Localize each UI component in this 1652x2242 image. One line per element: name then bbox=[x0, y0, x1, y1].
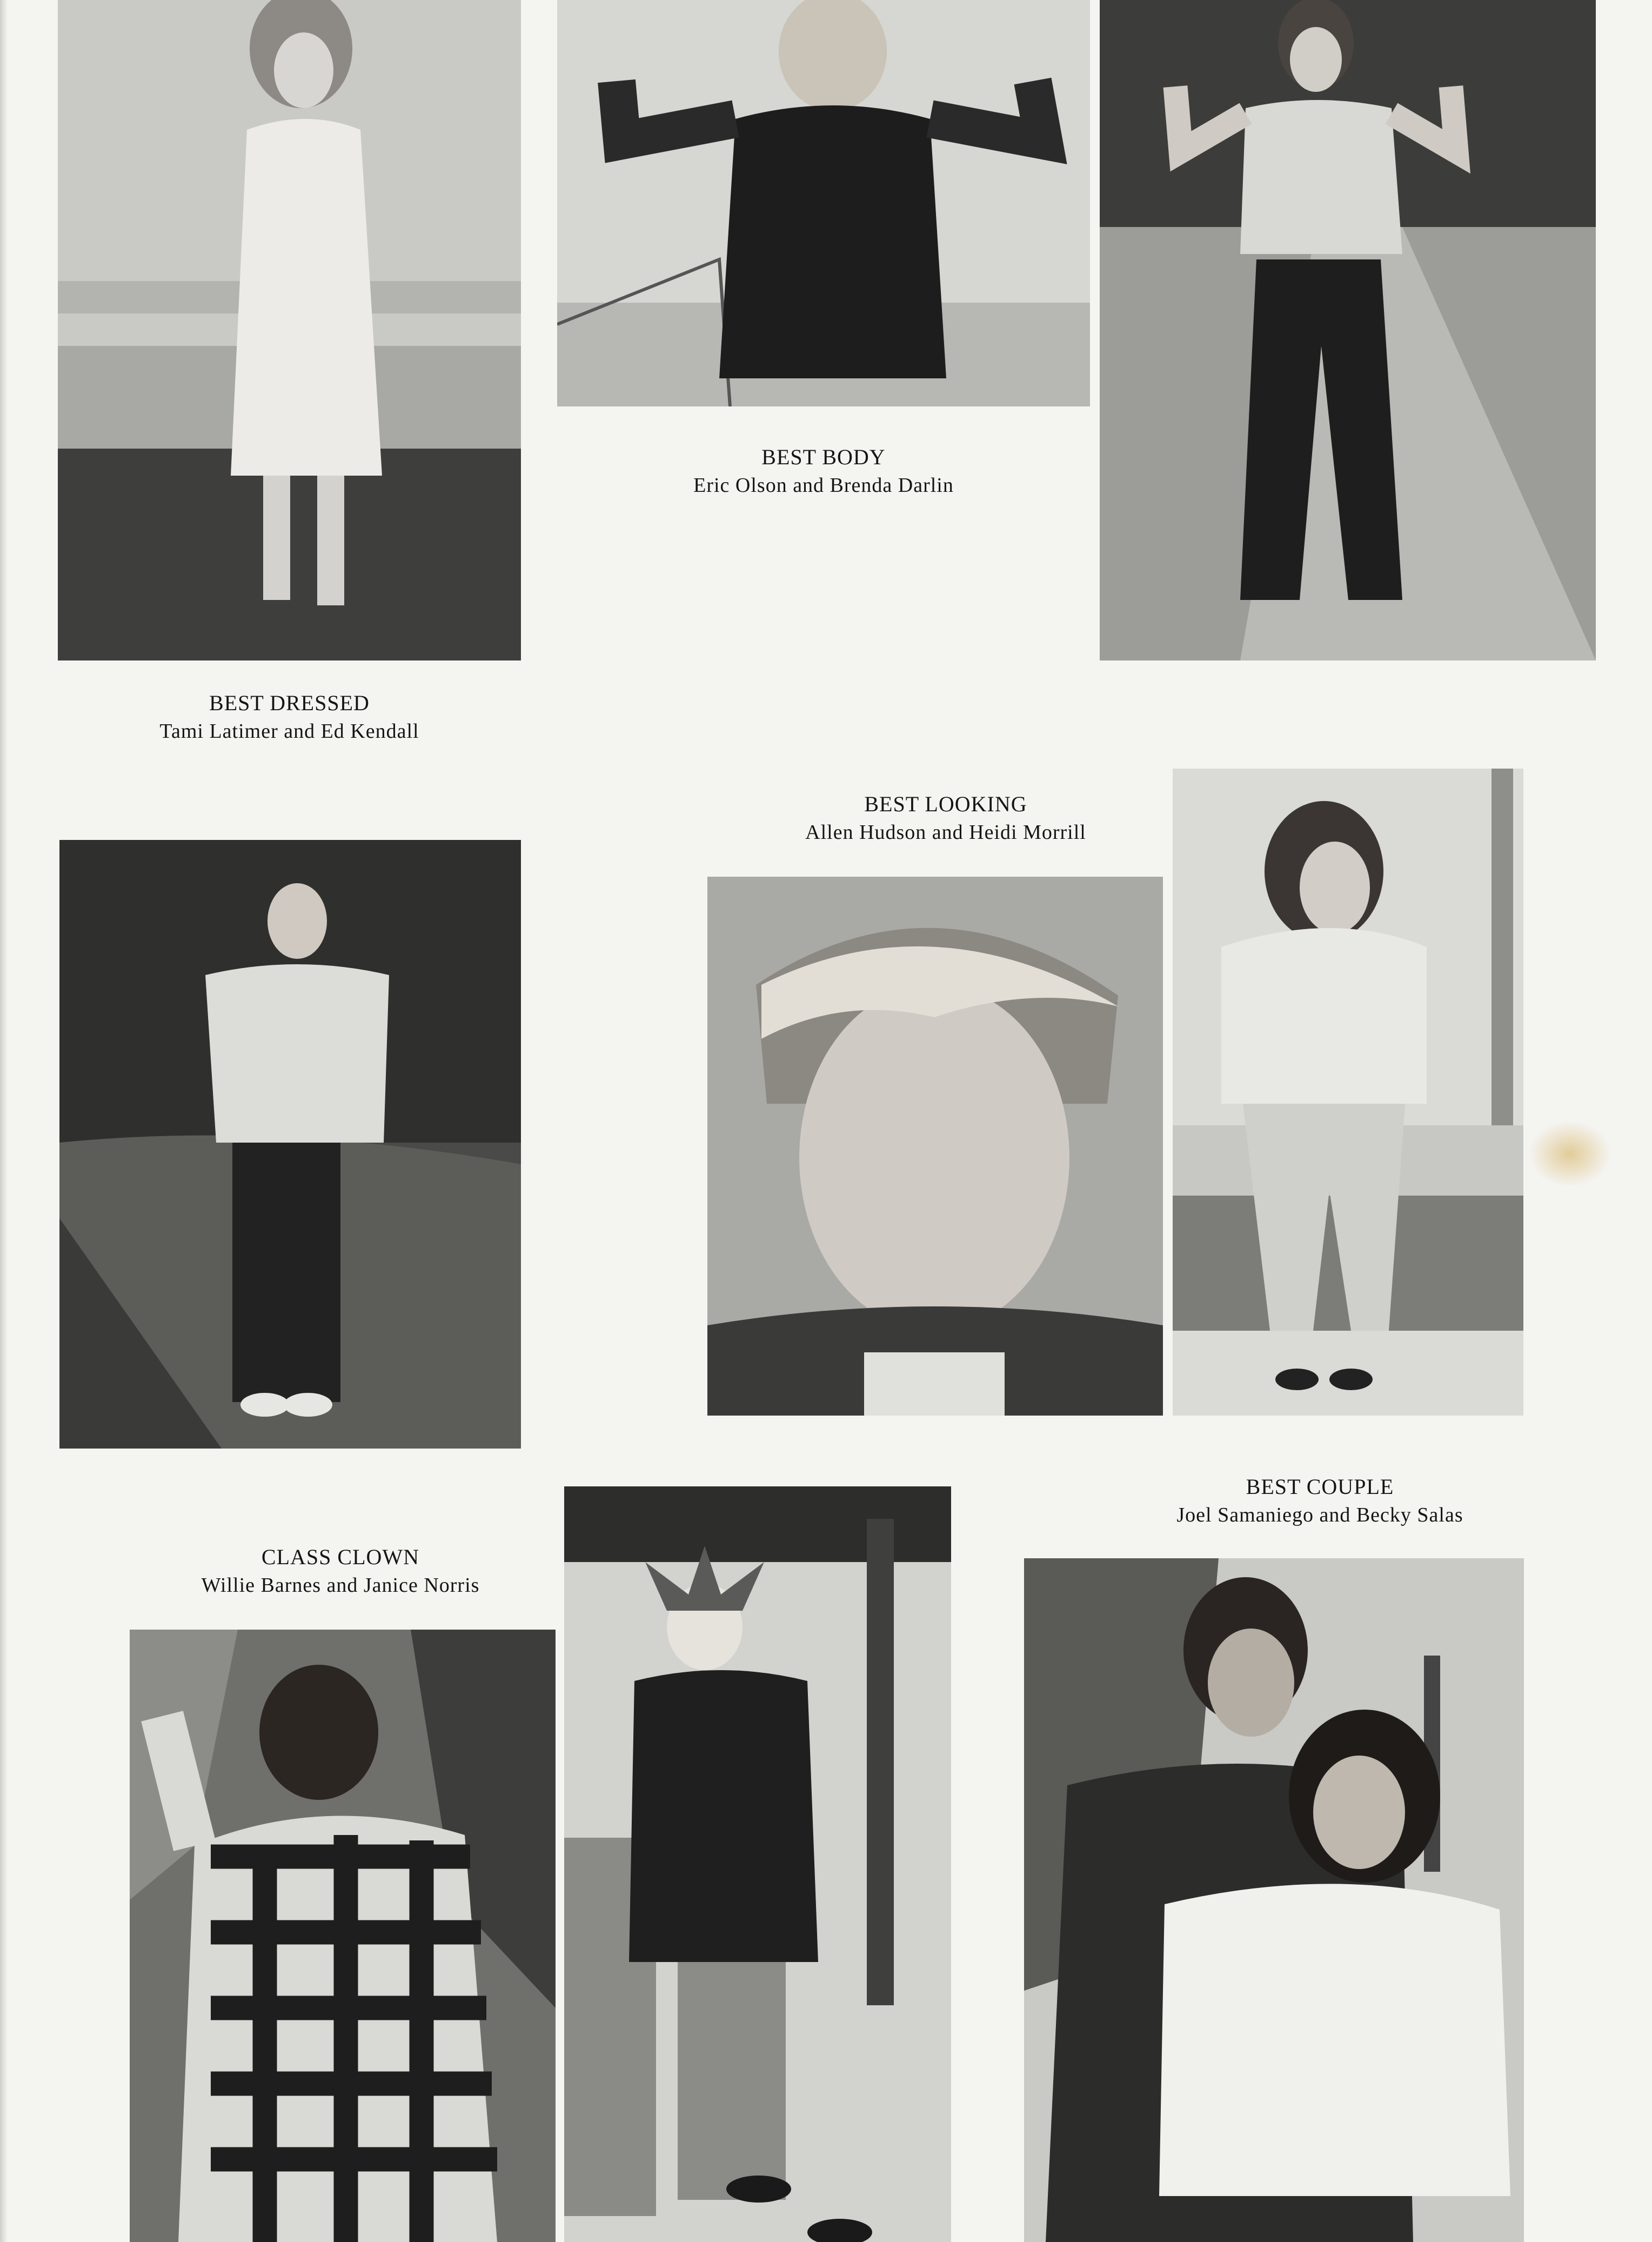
caption-title: CLASS CLOWN bbox=[261, 1545, 420, 1569]
caption-title: BEST COUPLE bbox=[1246, 1474, 1394, 1499]
page-binding-edge bbox=[0, 0, 8, 2242]
caption-best-couple bbox=[1024, 1473, 1616, 1529]
caption-title: BEST DRESSED bbox=[209, 691, 370, 715]
caption-best-body bbox=[557, 443, 1090, 499]
caption-title: BEST BODY bbox=[761, 445, 886, 469]
caption-names: Tami Latimer and Ed Kendall bbox=[159, 720, 419, 743]
caption-names: Joel Samaniego and Becky Salas bbox=[1176, 1504, 1463, 1526]
photo-best-body-girl bbox=[1100, 0, 1596, 660]
paper-stain bbox=[1529, 1122, 1610, 1186]
photo-class-clown-girl bbox=[564, 1486, 951, 2242]
photo-best-dressed-girl bbox=[58, 0, 521, 660]
photo-class-clown-boy bbox=[130, 1630, 556, 2242]
photo-best-body-boy bbox=[557, 0, 1090, 406]
caption-names: Willie Barnes and Janice Norris bbox=[201, 1574, 480, 1597]
caption-class-clown bbox=[130, 1543, 551, 1599]
photo-best-couple bbox=[1024, 1558, 1524, 2242]
photo-best-looking-girl bbox=[1173, 769, 1523, 1416]
caption-names: Eric Olson and Brenda Darlin bbox=[693, 474, 954, 497]
photo-best-dressed-boy bbox=[59, 840, 521, 1449]
caption-best-dressed bbox=[58, 689, 521, 745]
caption-best-looking bbox=[708, 790, 1183, 846]
photo-best-looking-boy bbox=[707, 877, 1163, 1416]
caption-names: Allen Hudson and Heidi Morrill bbox=[805, 821, 1086, 844]
caption-title: BEST LOOKING bbox=[864, 792, 1027, 816]
